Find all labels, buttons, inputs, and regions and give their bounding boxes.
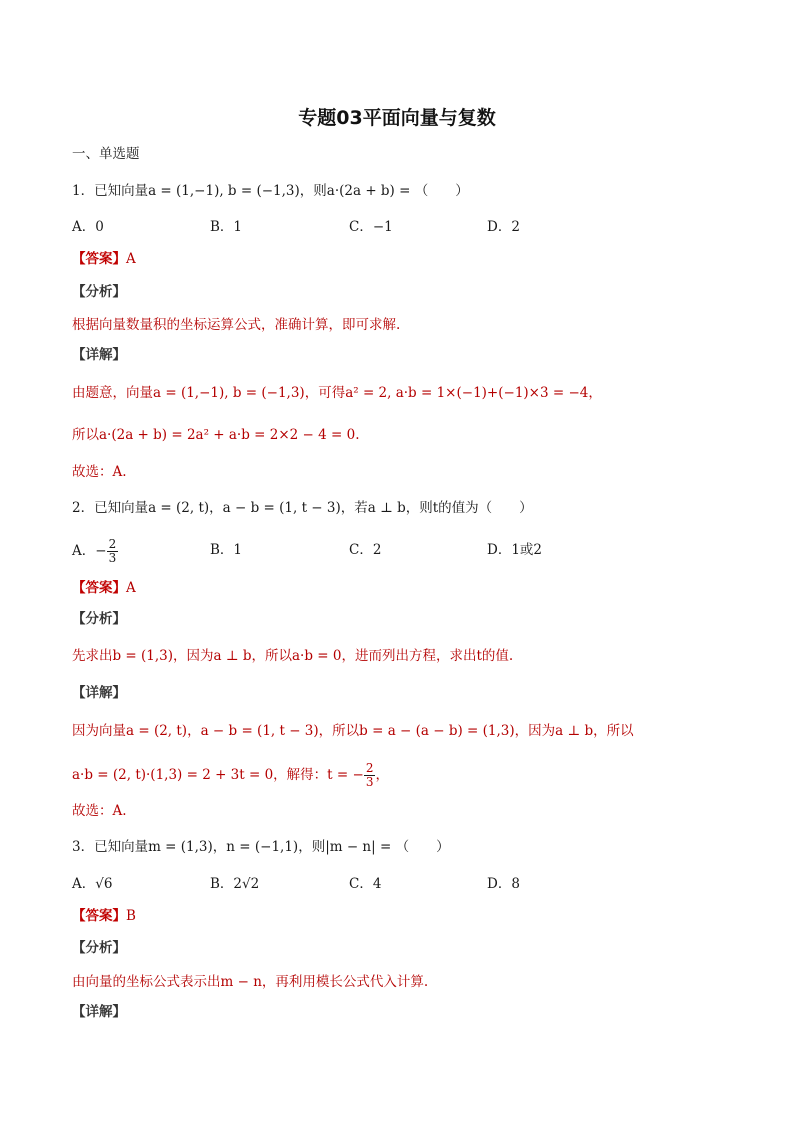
fraction-denominator: 3 (108, 551, 117, 565)
q1-analysis: 根据向量数量积的坐标运算公式，准确计算，即可求解. (72, 317, 401, 333)
analysis-tag: 【分析】 (72, 940, 126, 956)
q2-option-b: B．1 (210, 542, 243, 558)
q1-option-a: A．0 (72, 219, 104, 235)
q1-detail-line-2: 所以a·(2a + b) = 2a² + a·b = 2×2 − 4 = 0. (72, 427, 360, 443)
q2-option-a-prefix: A．− (72, 543, 107, 559)
answer-tag: 【答案】 (72, 580, 126, 596)
q2-answer-row (72, 578, 136, 598)
q3-analysis: 由向量的坐标公式表示出m − n，再利用模长公式代入计算. (72, 974, 429, 990)
q3-detail-tag-row (72, 1002, 126, 1022)
q2-option-a (72, 538, 118, 565)
q2-stem: 2．已知向量a = (2, t)，a − b = (1, t − 3)，若a ⊥ b，则t的值为（ ） (72, 500, 533, 516)
q1-option-c: C．−1 (349, 219, 393, 235)
q2-detail-line-2-prefix: a·b = (2, t)·(1,3) = 2 + 3t = 0，解得：t = − (72, 767, 364, 783)
analysis-tag: 【分析】 (72, 611, 126, 627)
q1-choose: 故选：A. (72, 464, 127, 480)
q3-option-b: B．2√2 (210, 876, 260, 892)
q2-detail-line-1: 因为向量a = (2, t)，a − b = (1, t − 3)，所以b = a − (a − b) = (1,3)，因为a ⊥ b，所以 (72, 723, 634, 739)
q2-option-a-fraction (107, 538, 119, 565)
q1-answer-row (72, 249, 136, 269)
section-heading: 一、单选题 (72, 146, 140, 162)
q3-analysis-tag-row (72, 938, 126, 958)
q3-answer-row (72, 906, 136, 926)
fraction-numerator: 2 (365, 761, 374, 775)
q3-option-d: D．8 (487, 876, 520, 892)
q2-choose: 故选：A. (72, 803, 127, 819)
q1-detail-line-1: 由题意，向量a = (1,−1), b = (−1,3)，可得a² = 2, a·b = 1×(−1)+(−1)×3 = −4， (72, 385, 602, 401)
q3-stem: 3．已知向量m = (1,3)，n = (−1,1)，则|m − n| = （ ） (72, 839, 450, 855)
detail-tag: 【详解】 (72, 685, 126, 701)
q2-detail-line-2 (72, 762, 389, 789)
q1-analysis-tag-row (72, 282, 126, 302)
q2-detail-tag-row (72, 683, 126, 703)
page-title: 专题03平面向量与复数 (298, 107, 496, 129)
q1-stem: 1．已知向量a = (1,−1), b = (−1,3)，则a·(2a + b) = （ ） (72, 183, 469, 199)
analysis-tag: 【分析】 (72, 284, 126, 300)
q3-answer: B (126, 908, 136, 924)
q1-detail-tag-row (72, 345, 126, 365)
q1-option-d: D．2 (487, 219, 520, 235)
q1-option-b: B．1 (210, 219, 243, 235)
q2-analysis: 先求出b = (1,3)，因为a ⊥ b，所以a·b = 0，进而列出方程，求出t的值. (72, 648, 514, 664)
q1-answer: A (126, 251, 136, 267)
fraction-denominator: 3 (365, 775, 374, 789)
q2-analysis-tag-row (72, 609, 126, 629)
detail-tag: 【详解】 (72, 1004, 126, 1020)
q2-detail-fraction (364, 762, 376, 789)
q2-detail-line-2-suffix: ， (375, 767, 389, 783)
answer-tag: 【答案】 (72, 908, 126, 924)
detail-tag: 【详解】 (72, 347, 126, 363)
answer-tag: 【答案】 (72, 251, 126, 267)
q3-option-c: C．4 (349, 876, 382, 892)
q2-option-c: C．2 (349, 542, 382, 558)
fraction-numerator: 2 (108, 537, 117, 551)
q2-answer: A (126, 580, 136, 596)
q2-option-d: D．1或2 (487, 542, 543, 558)
q3-option-a: A．√6 (72, 876, 113, 892)
